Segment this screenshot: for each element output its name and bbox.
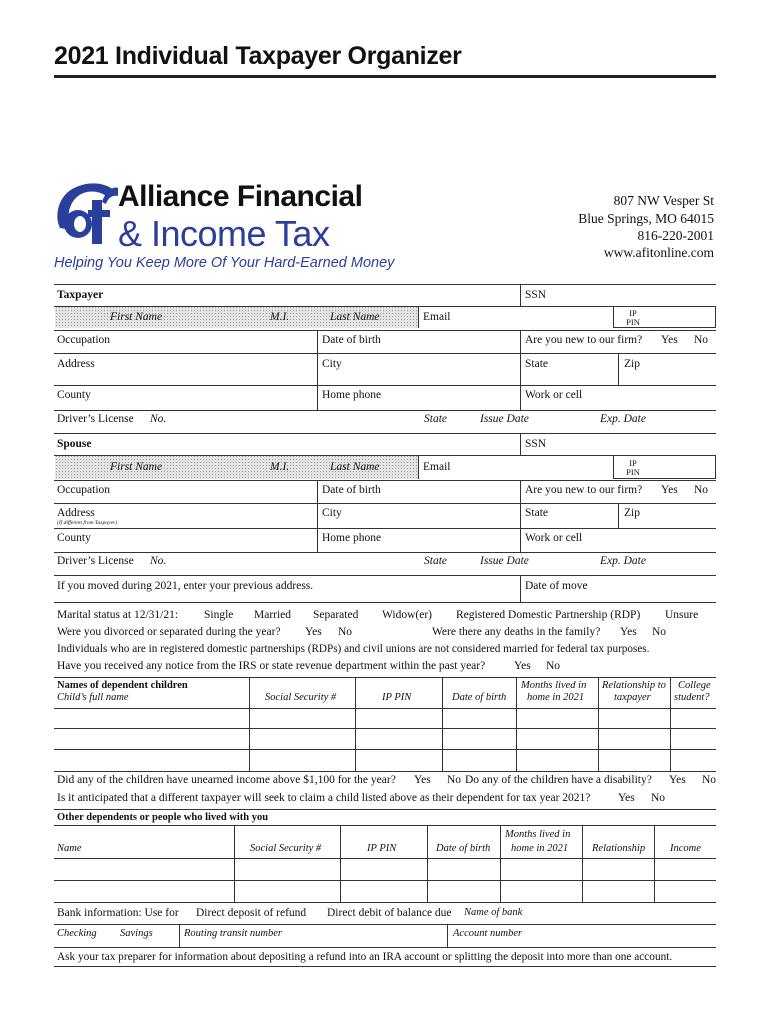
table-row[interactable] bbox=[54, 880, 716, 881]
disability-no[interactable]: No bbox=[702, 774, 717, 786]
table-row[interactable] bbox=[54, 771, 716, 772]
rule bbox=[54, 947, 716, 948]
marital-label: Marital status at 12/31/21: bbox=[57, 609, 179, 621]
dependents-dob-col: Date of birth bbox=[452, 692, 507, 703]
taxpayer-dob-label: Date of birth bbox=[322, 334, 381, 346]
rule bbox=[54, 575, 716, 576]
other-income-col: Income bbox=[670, 843, 701, 854]
taxpayer-ip-pin-label: IP PIN bbox=[626, 308, 640, 327]
divider bbox=[340, 825, 341, 902]
taxpayer-state-label: State bbox=[525, 358, 548, 370]
unearned-income-yes[interactable]: Yes bbox=[414, 774, 431, 786]
spouse-dl-state-label: State bbox=[424, 555, 447, 567]
bank-direct-deposit[interactable]: Direct deposit of refund bbox=[196, 907, 307, 919]
other-dob-col: Date of birth bbox=[436, 843, 491, 854]
other-months-col-l2: home in 2021 bbox=[511, 843, 569, 854]
spouse-state-label: State bbox=[525, 507, 548, 519]
divider bbox=[234, 825, 235, 902]
bank-name-label: Name of bank bbox=[464, 907, 523, 918]
spouse-home-phone-label: Home phone bbox=[322, 532, 382, 544]
rule bbox=[54, 924, 716, 925]
table-row[interactable] bbox=[54, 749, 716, 750]
firm-city: Blue Springs, MO 64015 bbox=[578, 211, 714, 226]
table-row[interactable] bbox=[54, 708, 716, 709]
account-number-label: Account number bbox=[453, 928, 523, 939]
dependents-ssn-col: Social Security # bbox=[265, 692, 337, 703]
other-months-col-l1: Months lived in bbox=[505, 829, 571, 840]
irs-notice-question: Have you received any notice from the IRS or state revenue department within the past year? bbox=[57, 660, 486, 672]
table-row[interactable] bbox=[54, 902, 716, 903]
rdp-note: Individuals who are in registered domestic partnerships (RDPs) and civil unions are not considered married for federal tax purposes. bbox=[57, 643, 650, 655]
taxpayer-dl-label: Driver’s License bbox=[57, 413, 134, 425]
dependents-relationship-col-l1: Relationship to bbox=[602, 680, 666, 691]
rule bbox=[54, 528, 716, 529]
marital-married[interactable]: Married bbox=[254, 609, 292, 621]
spouse-ssn-label: SSN bbox=[525, 438, 547, 450]
divider bbox=[447, 924, 448, 947]
divorced-no[interactable]: No bbox=[338, 626, 353, 638]
ira-note: Ask your tax preparer for information about depositing a refund into an IRA account or splitting the deposit into more than one account. bbox=[57, 951, 673, 963]
divider bbox=[520, 284, 521, 306]
dependents-college-col-l2: student? bbox=[674, 692, 710, 703]
page-title: 2021 Individual Taxpayer Organizer bbox=[54, 42, 462, 70]
firm-street: 807 NW Vesper St bbox=[613, 193, 714, 208]
spouse-issue-date-label: Issue Date bbox=[480, 555, 529, 567]
taxpayer-last-name-label: Last Name bbox=[330, 311, 380, 323]
disability-question: Do any of the children have a disability? bbox=[465, 774, 652, 786]
spouse-new-firm-no[interactable]: No bbox=[694, 484, 709, 496]
spouse-new-firm-yes[interactable]: Yes bbox=[661, 484, 678, 496]
dependents-relationship-col-l2: taxpayer bbox=[614, 692, 651, 703]
divider bbox=[179, 924, 180, 947]
divider bbox=[618, 503, 619, 528]
other-ssn-col: Social Security # bbox=[250, 843, 322, 854]
bank-checking[interactable]: Checking bbox=[57, 928, 97, 939]
dependents-months-col-l2: home in 2021 bbox=[527, 692, 585, 703]
spouse-heading: Spouse bbox=[57, 438, 92, 450]
spouse-dl-label: Driver’s License bbox=[57, 555, 134, 567]
marital-rdp[interactable]: Registered Domestic Partnership (RDP) bbox=[456, 609, 641, 621]
taxpayer-occupation-label: Occupation bbox=[57, 334, 111, 346]
other-relationship-col: Relationship bbox=[592, 843, 646, 854]
taxpayer-dl-state-label: State bbox=[424, 413, 447, 425]
divider bbox=[618, 353, 619, 385]
taxpayer-zip-label: Zip bbox=[624, 358, 640, 370]
spouse-email-label: Email bbox=[423, 461, 451, 473]
bank-use-for-label: Bank information: Use for bbox=[57, 907, 179, 919]
divider bbox=[670, 677, 671, 771]
taxpayer-dl-no-label: No. bbox=[150, 413, 167, 425]
taxpayer-address-label: Address bbox=[57, 358, 95, 370]
divider bbox=[500, 825, 501, 902]
dependents-heading: Names of dependent children bbox=[57, 680, 188, 691]
rule bbox=[54, 410, 716, 411]
divider bbox=[520, 575, 521, 602]
taxpayer-heading: Taxpayer bbox=[57, 289, 104, 301]
spouse-dl-no-label: No. bbox=[150, 555, 167, 567]
marital-single[interactable]: Single bbox=[204, 609, 234, 621]
taxpayer-mi-label: M.I. bbox=[270, 311, 290, 323]
rule bbox=[54, 353, 716, 354]
rule bbox=[54, 503, 716, 504]
table-row[interactable] bbox=[54, 858, 716, 859]
spouse-occupation-label: Occupation bbox=[57, 484, 111, 496]
disability-yes[interactable]: Yes bbox=[669, 774, 686, 786]
taxpayer-ssn-label: SSN bbox=[525, 289, 547, 301]
taxpayer-exp-date-label: Exp. Date bbox=[600, 413, 646, 425]
other-ip-pin-col: IP PIN bbox=[367, 843, 397, 854]
firm-name-line1: Alliance Financial bbox=[118, 180, 363, 213]
dependents-college-col-l1: College bbox=[678, 680, 711, 691]
taxpayer-new-firm-yes[interactable]: Yes bbox=[661, 334, 678, 346]
spouse-exp-date-label: Exp. Date bbox=[600, 555, 646, 567]
marital-separated[interactable]: Separated bbox=[313, 609, 359, 621]
deaths-yes[interactable]: Yes bbox=[620, 626, 637, 638]
spouse-new-firm-q: Are you new to our firm? bbox=[525, 484, 643, 496]
divider bbox=[654, 825, 655, 902]
marital-unsure[interactable]: Unsure bbox=[665, 609, 699, 621]
divider bbox=[598, 677, 599, 771]
divider bbox=[418, 306, 419, 328]
spouse-ip-pin-label: IP PIN bbox=[626, 458, 640, 477]
other-name-col: Name bbox=[57, 843, 82, 854]
deaths-question: Were there any deaths in the family? bbox=[432, 626, 601, 638]
divider bbox=[520, 330, 521, 410]
table-row[interactable] bbox=[54, 728, 716, 729]
spouse-work-cell-label: Work or cell bbox=[525, 532, 583, 544]
taxpayer-city-label: City bbox=[322, 358, 342, 370]
divider bbox=[317, 480, 318, 552]
taxpayer-new-firm-no[interactable]: No bbox=[694, 334, 709, 346]
divider bbox=[520, 480, 521, 552]
rule bbox=[54, 677, 716, 678]
claim-child-question: Is it anticipated that a different taxpayer will seek to claim a child listed above as their dependent for tax year 2021? bbox=[57, 792, 591, 804]
routing-number-label: Routing transit number bbox=[184, 928, 283, 939]
divider bbox=[418, 455, 419, 479]
spouse-address-label: Address bbox=[57, 507, 95, 519]
deaths-no[interactable]: No bbox=[652, 626, 667, 638]
other-dependents-heading: Other dependents or people who lived with you bbox=[57, 812, 269, 823]
spouse-last-name-label: Last Name bbox=[330, 461, 380, 473]
divider bbox=[520, 433, 521, 455]
spouse-mi-label: M.I. bbox=[270, 461, 290, 473]
divider bbox=[317, 330, 318, 410]
taxpayer-county-label: County bbox=[57, 389, 91, 401]
date-of-move-label: Date of move bbox=[525, 580, 588, 592]
spouse-first-name-label: First Name bbox=[110, 461, 163, 473]
irs-notice-yes[interactable]: Yes bbox=[514, 660, 531, 672]
divider bbox=[442, 677, 443, 771]
divorced-yes[interactable]: Yes bbox=[305, 626, 322, 638]
claim-child-yes[interactable]: Yes bbox=[618, 792, 635, 804]
spouse-address-note: (If different from Taxpayer) bbox=[57, 520, 118, 526]
rule bbox=[54, 385, 716, 386]
taxpayer-home-phone-label: Home phone bbox=[322, 389, 382, 401]
divider bbox=[516, 677, 517, 771]
unearned-income-question: Did any of the children have unearned income above $1,100 for the year? bbox=[57, 774, 396, 786]
spouse-dob-label: Date of birth bbox=[322, 484, 381, 496]
taxpayer-new-firm-q: Are you new to our firm? bbox=[525, 334, 643, 346]
rule bbox=[54, 330, 716, 331]
rule bbox=[54, 966, 716, 967]
dependents-months-col-l1: Months lived in bbox=[521, 680, 587, 691]
rule bbox=[54, 825, 716, 826]
taxpayer-work-cell-label: Work or cell bbox=[525, 389, 583, 401]
rule bbox=[54, 433, 716, 434]
claim-child-no[interactable]: No bbox=[651, 792, 666, 804]
rule bbox=[54, 480, 716, 481]
divider bbox=[355, 677, 356, 771]
rule bbox=[54, 809, 716, 810]
taxpayer-email-label: Email bbox=[423, 311, 451, 323]
firm-phone: 816-220-2001 bbox=[637, 228, 714, 243]
taxpayer-first-name-label: First Name bbox=[110, 311, 163, 323]
firm-name-line2: & Income Tax bbox=[118, 213, 330, 254]
divider bbox=[427, 825, 428, 902]
rule bbox=[54, 552, 716, 553]
marital-widower[interactable]: Widow(er) bbox=[382, 609, 432, 621]
firm-website[interactable]: www.afitonline.com bbox=[603, 245, 714, 260]
dependents-child-name-col: Child’s full name bbox=[57, 692, 129, 703]
spouse-city-label: City bbox=[322, 507, 342, 519]
taxpayer-issue-date-label: Issue Date bbox=[480, 413, 529, 425]
divider bbox=[582, 825, 583, 902]
unearned-income-no[interactable]: No bbox=[447, 774, 462, 786]
moved-prompt: If you moved during 2021, enter your previous address. bbox=[57, 580, 314, 592]
spouse-county-label: County bbox=[57, 532, 91, 544]
firm-tagline: Helping You Keep More Of Your Hard-Earned Money bbox=[54, 255, 395, 271]
spouse-zip-label: Zip bbox=[624, 507, 640, 519]
divider bbox=[249, 677, 250, 771]
rule bbox=[54, 284, 716, 285]
dependents-ip-pin-col: IP PIN bbox=[382, 692, 412, 703]
title-rule bbox=[54, 75, 716, 78]
bank-savings[interactable]: Savings bbox=[120, 928, 153, 939]
bank-direct-debit[interactable]: Direct debit of balance due bbox=[327, 907, 452, 919]
rule bbox=[54, 602, 716, 603]
irs-notice-no[interactable]: No bbox=[546, 660, 561, 672]
divorced-question: Were you divorced or separated during the year? bbox=[57, 626, 281, 638]
firm-logo-icon bbox=[54, 176, 120, 246]
